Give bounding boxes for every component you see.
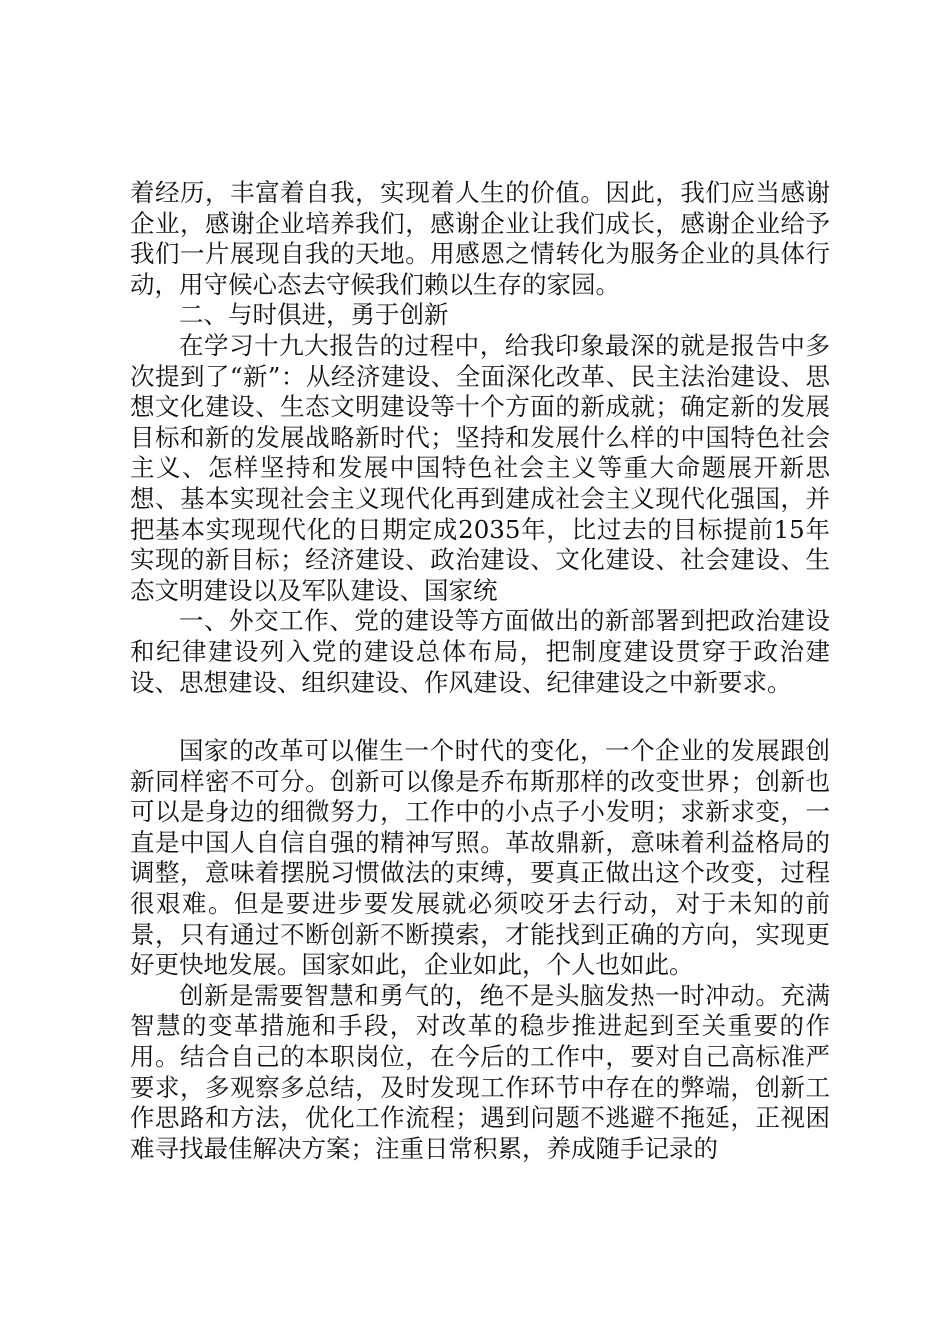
paragraph-continuation: 着经历，丰富着自我，实现着人生的价值。因此，我们应当感谢企业，感谢企业培养我们，感谢企业让我们成长，感谢企业给予我们一片展现自我的天地。用感恩之情转化为服务企业的具体行动，用守候心态去守候我们赖以生存的家园。	[130, 178, 830, 299]
paragraph-reform: 国家的改革可以催生一个时代的变化，一个企业的发展跟创新同样密不可分。创新可以像是乔布斯那样的改变世界；创新也可以是身边的细微努力，工作中的小点子小发明；求新求变，一直是中国人自信自强的精神写照。革故鼎新，意味着利益格局的调整，意味着摆脱习惯做法的束缚，要真正做出这个改变，过程很艰难。但是要进步要发展就必须咬牙去行动，对于未知的前景，只有通过不断创新不断摸索，才能找到正确的方向，实现更好更快地发展。国家如此，企业如此，个人也如此。	[130, 736, 830, 980]
paragraph-diplomacy: 一、外交工作、党的建设等方面做出的新部署到把政治建设和纪律建设列入党的建设总体布局，把制度建设贯穿于政治建设、思想建设、组织建设、作风建设、纪律建设之中新要求。	[130, 606, 830, 697]
paragraph-innovation: 创新是需要智慧和勇气的，绝不是头脑发热一时冲动。充满智慧的变革措施和手段，对改革的稳步推进起到至关重要的作用。结合自己的本职岗位，在今后的工作中，要对自己高标准严要求，多观察多总结，及时发现工作环节中存在的弊端，创新工作思路和方法，优化工作流程；遇到问题不逃避不拖延，正视困难寻找最佳解决方案；注重日常积累，养成随手记录的	[130, 980, 830, 1163]
section-heading: 二、与时俱进，勇于创新	[179, 300, 449, 330]
document-body	[130, 178, 830, 1164]
paragraph-new: 在学习十九大报告的过程中，给我印象最深的就是报告中多次提到了“新”：从经济建设、全面深化改革、民主法治建设、思想文化建设、生态文明建设等十个方面的新成就；确定新的发展目标和新的发展战略新时代；坚持和发展什么样的中国特色社会主义、怎样坚持和发展中国特色社会主义等重大命题展开新思想、基本实现社会主义现代化再到建成社会主义现代化强国，并把基本实现现代化的日期定成2035年，比过去的目标提前15年实现的新目标；经济建设、政治建设、文化建设、社会建设、生态文明建设以及军队建设、国家统	[130, 330, 830, 605]
paragraph-gap	[130, 698, 830, 736]
